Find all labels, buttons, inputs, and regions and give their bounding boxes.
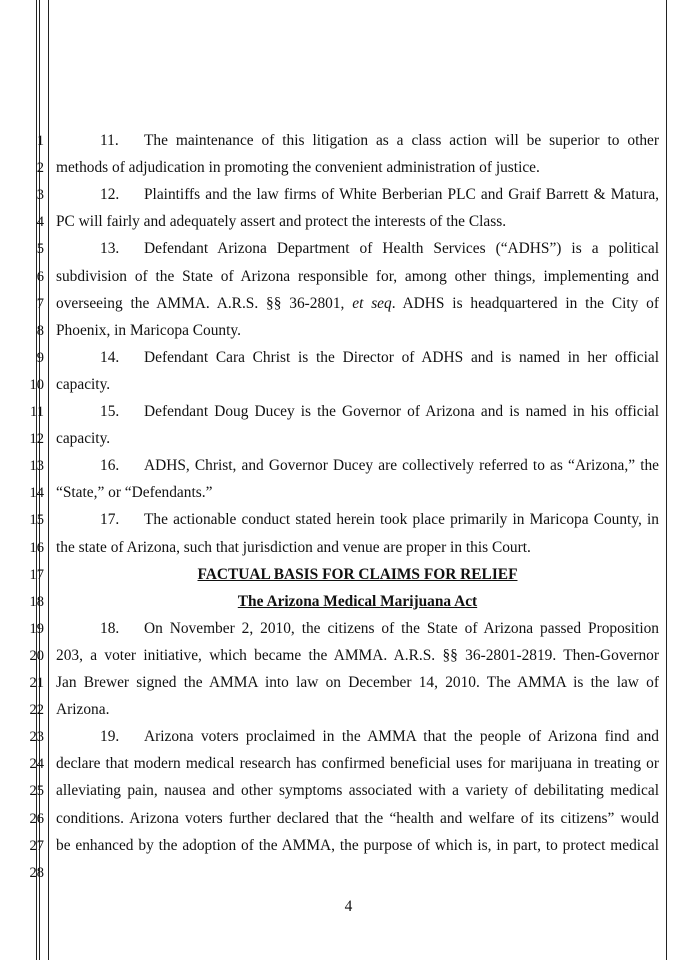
- line-text: . ADHS is headquartered in the City of: [391, 294, 659, 312]
- line-number: 26: [29, 810, 44, 827]
- line-number: 1: [36, 133, 44, 149]
- line-text: overseeing the AMMA. A.R.S. §§ 36-2801,: [56, 294, 353, 312]
- margin-rule-left-text: [48, 0, 49, 960]
- paragraph-line: [56, 293, 659, 315]
- section-heading: FACTUAL BASIS FOR CLAIMS FOR RELIEF: [197, 565, 518, 583]
- line-number: 12: [29, 431, 44, 448]
- line-text: ADHS, Christ, and Governor Ducey are collectively referred to as “Arizona,” the: [144, 457, 659, 475]
- section-heading: The Arizona Medical Marijuana Act: [237, 592, 478, 610]
- paragraph-first-line: [56, 455, 659, 477]
- document-body: [56, 0, 659, 960]
- line-number: 3: [36, 187, 44, 204]
- paragraph-last-line: PC will fairly and adequately assert and protect the interests of the Class.: [56, 213, 507, 231]
- paragraph-line: subdivision of the State of Arizona responsible for, among other things, implementing and: [56, 267, 659, 285]
- line-number: 17: [29, 566, 44, 583]
- paragraph-last-line: capacity.: [56, 430, 111, 448]
- paragraph-number: 16.: [100, 457, 120, 475]
- paragraph-line: 203, a voter initiative, which became the AMMA. A.R.S. §§ 36-2801-2819. Then-Governor: [56, 646, 659, 664]
- line-number: 8: [36, 322, 44, 339]
- paragraph-number: 15.: [100, 403, 120, 420]
- paragraph-number: 14.: [100, 348, 120, 366]
- paragraph-last-line: the state of Arizona, such that jurisdiction and venue are proper in this Court.: [56, 538, 531, 556]
- citation-italic: et seq: [352, 294, 392, 312]
- paragraph-last-line: Arizona.: [56, 701, 110, 719]
- paragraph-number: 12.: [100, 186, 120, 204]
- paragraph-first-line: [56, 401, 659, 423]
- paragraph-number: 13.: [100, 240, 120, 258]
- paragraph-number: 11.: [100, 132, 119, 149]
- line-text: Defendant Doug Ducey is the Governor of Arizona and is named in his official: [144, 403, 659, 420]
- line-number: 23: [29, 729, 44, 746]
- line-number: 15: [29, 512, 44, 529]
- line-text: Defendant Arizona Department of Health Services (“ADHS”) is a political: [144, 240, 659, 258]
- line-number: 11: [30, 404, 44, 420]
- paragraph-number: 17.: [100, 511, 120, 529]
- paragraph-first-line: [56, 509, 659, 531]
- paragraph-first-line: [56, 618, 659, 640]
- paragraph-number: 19.: [100, 728, 120, 746]
- line-text: Plaintiffs and the law firms of White Berberian PLC and Graif Barrett & Matura,: [144, 186, 659, 204]
- line-number-column: [0, 0, 44, 960]
- paragraph-line: alleviating pain, nausea and other symptoms associated with a variety of debilitating medical: [56, 782, 659, 800]
- paragraph-line: Jan Brewer signed the AMMA into law on December 14, 2010. The AMMA is the law of: [56, 674, 659, 691]
- line-text: Defendant Cara Christ is the Director of ADHS and is named in her official: [144, 348, 659, 366]
- paragraph-line: be enhanced by the adoption of the AMMA, the purpose of which is, in part, to protect medical: [56, 836, 659, 854]
- line-number: 5: [36, 241, 44, 258]
- line-text: The maintenance of this litigation as a class action will be superior to other: [144, 132, 659, 149]
- line-number: 21: [29, 675, 44, 691]
- line-number: 4: [36, 214, 44, 231]
- line-number: 9: [36, 349, 44, 366]
- line-number: 28: [29, 864, 44, 881]
- paragraph-first-line: [56, 726, 659, 748]
- line-number: 25: [29, 783, 44, 800]
- paragraph-line: declare that modern medical research has confirmed beneficial uses for marijuana in treating or: [56, 755, 659, 773]
- margin-rule-right: [666, 0, 667, 960]
- line-number: 14: [29, 485, 44, 502]
- line-number: 22: [29, 702, 44, 719]
- paragraph-line: conditions. Arizona voters further declared that the “health and welfare of its citizens” would: [56, 809, 659, 827]
- paragraph-last-line: methods of adjudication in promoting the convenient administration of justice.: [56, 159, 540, 177]
- line-number: 20: [29, 647, 44, 664]
- line-number: 19: [29, 620, 44, 637]
- line-number: 24: [29, 756, 44, 773]
- page-number: 4: [344, 898, 353, 915]
- line-number: 2: [36, 160, 44, 177]
- line-number: 18: [29, 593, 44, 610]
- paragraph-first-line: [56, 184, 659, 206]
- line-number: 13: [29, 458, 44, 475]
- paragraph-number: 18.: [100, 619, 120, 637]
- paragraph-first-line: [56, 238, 659, 260]
- line-text: Arizona voters proclaimed in the AMMA that the people of Arizona find and: [144, 728, 659, 746]
- line-number: 10: [29, 376, 44, 393]
- line-number: 16: [29, 539, 44, 556]
- paragraph-last-line: Phoenix, in Maricopa County.: [56, 321, 241, 339]
- empty-line: [56, 862, 659, 884]
- paragraph-last-line: “State,” or “Defendants.”: [56, 484, 213, 502]
- paragraph-last-line: capacity.: [56, 375, 111, 393]
- paragraph-first-line: [56, 130, 659, 152]
- line-number: 6: [36, 268, 44, 285]
- line-text: On November 2, 2010, the citizens of the State of Arizona passed Proposition: [144, 619, 659, 637]
- paragraph-first-line: [56, 347, 659, 369]
- line-number: 27: [29, 837, 44, 854]
- line-number: 7: [36, 295, 44, 312]
- line-text: The actionable conduct stated herein took place primarily in Maricopa County, in: [144, 511, 659, 529]
